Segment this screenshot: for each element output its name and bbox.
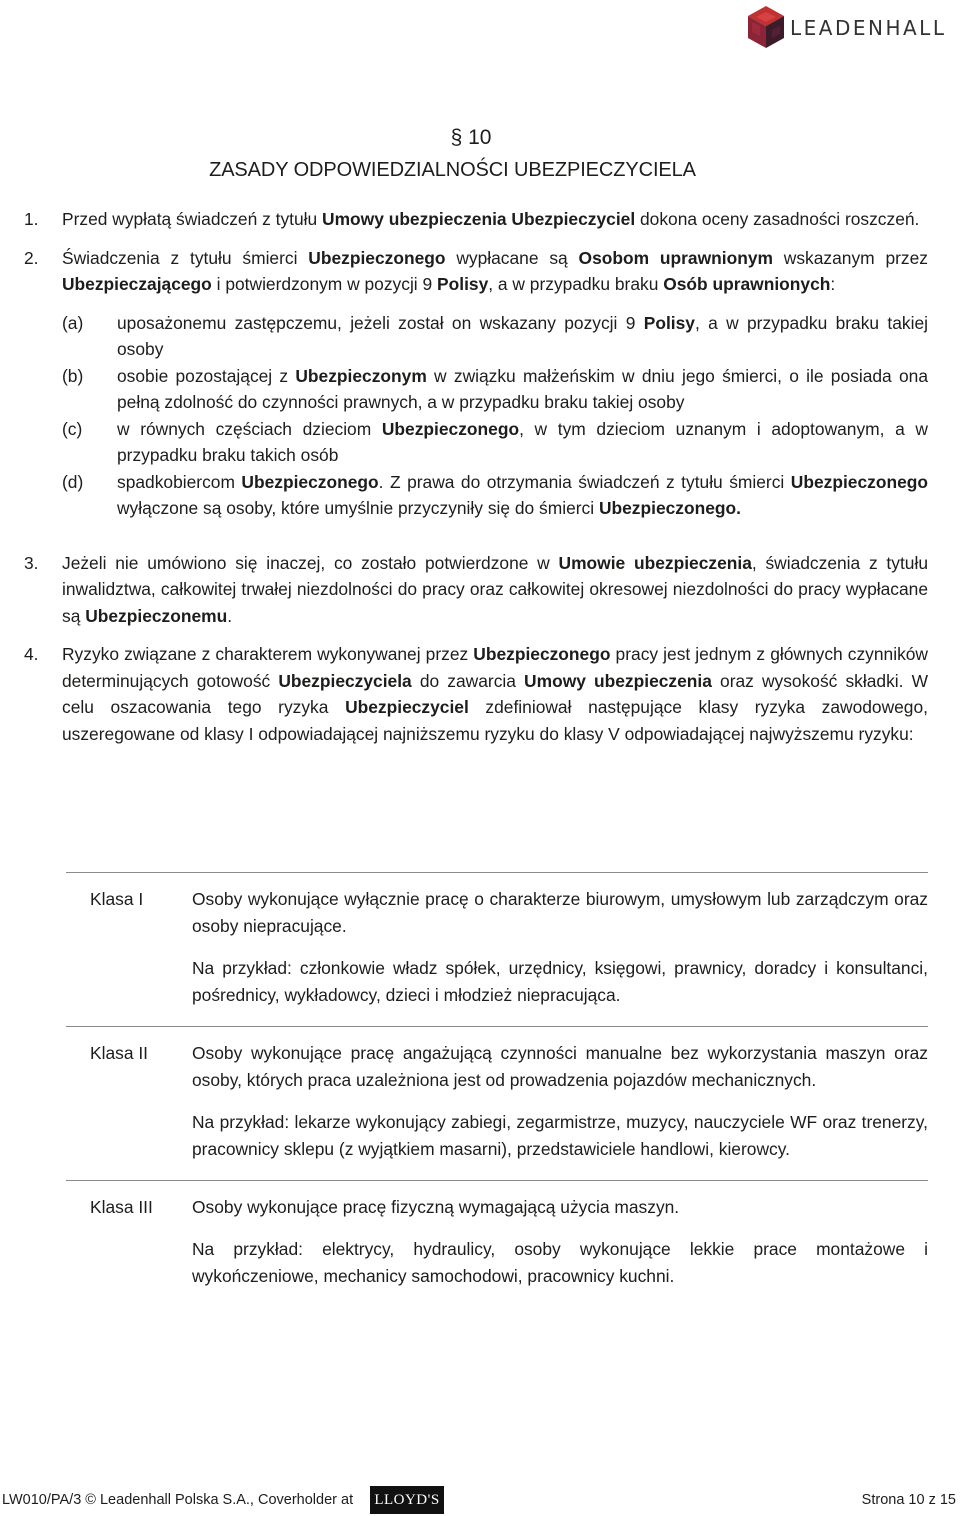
page-number: Strona 10 z 15	[861, 1492, 956, 1508]
class-description: Osoby wykonujące pracę fizyczną wymagającą użycia maszyn.	[192, 1197, 680, 1217]
text: , a w przypadku braku takiej osoby	[117, 312, 928, 359]
text: Jeżeli nie umówiono się inaczej, co zostało potwierdzone w	[62, 552, 559, 573]
text: Ryzyko związane z charakterem wykonywanej przez	[62, 644, 474, 664]
text: wypłacane są	[445, 247, 579, 268]
footer-document-ref: LW010/PA/3 © Leadenhall Polska S.A., Coverholder at	[2, 1492, 354, 1508]
defined-term: Ubezpieczyciela	[278, 670, 412, 691]
paragraph-number: 3.	[24, 552, 39, 573]
defined-term: Ubezpieczonego	[241, 471, 379, 492]
list-item-c	[24, 416, 928, 469]
defined-term: Ubezpieczyciel	[345, 697, 469, 717]
text: pracy jest jednym z głównych czynników determinujących gotowość	[62, 644, 928, 691]
paragraph-number: 4.	[24, 644, 39, 664]
text: . Z prawa do otrzymania świadczeń z tytułu śmierci	[378, 471, 791, 492]
list-label: (b)	[62, 365, 84, 386]
paragraph-1	[24, 206, 928, 233]
defined-term: Ubezpieczonego	[790, 471, 928, 492]
table-row	[66, 1026, 928, 1180]
defined-term: Ubezpieczonego	[308, 247, 446, 268]
class-example: Na przykład: członkowie władz spółek, urzędnicy, księgowi, prawnicy, doradcy i konsultanci, pośrednicy, wykładowcy, dzieci i młodzież niepracująca.	[192, 958, 928, 1005]
list-item-b	[24, 363, 928, 416]
lloyds-logo: LLOYD'S	[370, 1486, 444, 1514]
text: , świadczenia z tytułu inwalidztwa, całkowitej trwałej niezdolności do pracy oraz całkowitej okresowej niezdolności do pracy wypłacane są	[62, 552, 928, 626]
paragraph-number: 1.	[24, 209, 39, 229]
text: oraz wysokość składki. W celu oszacowania tego ryzyka	[62, 670, 928, 717]
section-number: § 10	[450, 126, 492, 149]
list-label: (a)	[62, 312, 84, 333]
class-description: Osoby wykonujące wyłącznie pracę o charakterze biurowym, umysłowym lub zarządczym oraz osoby niepracujące.	[192, 889, 928, 936]
class-name: Klasa III	[90, 1197, 153, 1217]
leadenhall-cube-icon	[746, 4, 786, 50]
paragraph-number: 2.	[24, 247, 39, 268]
section-title: ZASADY ODPOWIEDZIALNOŚCI UBEZPIECZYCIELA	[209, 159, 696, 181]
defined-term: Ubezpieczonego	[381, 418, 520, 439]
paragraph-4	[24, 641, 928, 747]
text: dokona oceny zasadności roszczeń.	[635, 209, 920, 229]
class-example: Na przykład: elektrycy, hydraulicy, osoby wykonujące lekkie prace montażowe i wykończeniowe, mechanicy samochodowi, pracownicy kuchni.	[192, 1239, 928, 1286]
text: Przed wypłatą świadczeń z tytułu	[62, 209, 323, 229]
text: .	[227, 605, 233, 626]
table-row	[66, 872, 928, 1026]
text: osobie pozostającej z	[117, 365, 296, 386]
defined-term: Ubezpieczonego.	[598, 498, 741, 518]
defined-term: Ubezpieczonym	[295, 365, 427, 386]
text: wskazanym przez	[772, 247, 928, 268]
list-item-a	[24, 310, 928, 363]
class-example: Na przykład: lekarze wykonujący zabiegi, zegarmistrze, muzycy, nauczyciele WF oraz trenerzy, pracownicy sklepu (z wyjątkiem masarni), przedstawiciele handlowi, kierowcy.	[192, 1112, 928, 1159]
document-body	[24, 206, 928, 747]
class-name: Klasa II	[90, 1043, 148, 1063]
defined-term: Umowy ubezpieczenia Ubezpieczyciel	[322, 209, 636, 229]
table-row	[66, 1180, 928, 1307]
text: spadkobiercom	[117, 471, 242, 492]
paragraph-3	[24, 550, 928, 630]
list-label: (c)	[62, 418, 83, 439]
defined-term: Osobom uprawnionym	[578, 247, 773, 268]
text: w związku małżeńskim w dniu jego śmierci, o ile posiada ona pełną zdolność do czynności prawnych, a w przypadku braku takiej osoby	[117, 365, 928, 412]
defined-term: Ubezpieczającego	[62, 274, 212, 294]
text: do zawarcia	[411, 670, 525, 691]
text: zdefiniował następujące klasy ryzyka zawodowego, uszeregowane od klasy I odpowiadającej najniższemu ryzyku do klasy V odpowiadającej najwyższemu ryzyku:	[62, 697, 928, 744]
defined-term: Polisy	[437, 274, 489, 294]
defined-term: Umowy ubezpieczenia	[524, 670, 712, 691]
text: :	[830, 274, 836, 294]
text: wyłączone są osoby, które umyślnie przyczyniły się do śmierci	[117, 498, 599, 518]
beneficiary-list	[24, 310, 928, 522]
defined-term: Ubezpieczonego	[473, 644, 611, 664]
defined-term: Umowie ubezpieczenia	[558, 552, 752, 573]
text: , a w przypadku braku	[488, 274, 664, 294]
list-label: (d)	[62, 471, 84, 492]
leadenhall-logo	[746, 4, 958, 50]
defined-term: Osób uprawnionych	[663, 274, 831, 294]
text: , w tym dzieciom uznanym i adoptowanym, a w przypadku braku takich osób	[117, 418, 928, 465]
defined-term: Polisy	[643, 312, 695, 333]
list-item-d	[24, 469, 928, 522]
text: i potwierdzonym w pozycji 9	[211, 274, 438, 294]
section-heading	[0, 124, 960, 184]
logo-wordmark: LEADENHALL	[790, 16, 947, 40]
text: Świadczenia z tytułu śmierci	[62, 247, 309, 268]
class-name: Klasa I	[90, 889, 144, 909]
class-description: Osoby wykonujące pracę angażującą czynności manualne bez wykorzystania maszyn oraz osoby, których praca uzależniona jest od prowadzenia pojazdów mechanicznych.	[192, 1043, 928, 1090]
paragraph-2	[24, 245, 928, 298]
defined-term: Ubezpieczonemu	[85, 605, 228, 626]
risk-class-table	[66, 872, 928, 1307]
text: w równych częściach dzieciom	[117, 418, 382, 439]
text: uposażonemu zastępczemu, jeżeli został on wskazany pozycji 9	[117, 312, 644, 333]
